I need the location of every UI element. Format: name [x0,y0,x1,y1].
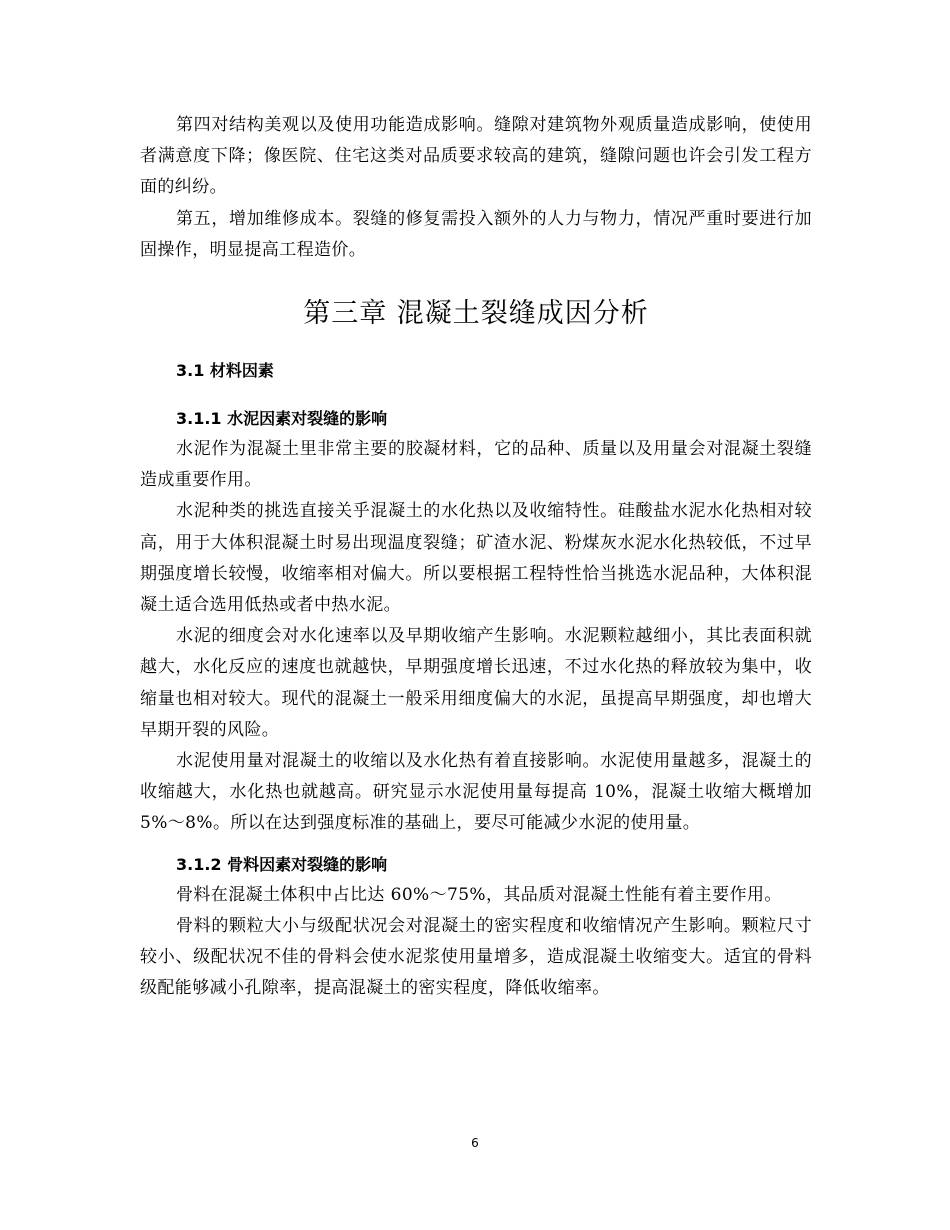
paragraph-cement-amount: 水泥使用量对混凝土的收缩以及水化热有着直接影响。水泥使用量越多，混凝土的收缩越大，水化热也就越高。研究显示水泥使用量每提高 10%，混凝土收缩大概增加 5%～8%。所以在达到强度标准的基础上，要尽可能减少水泥的使用量。 [140,751,812,834]
section-heading-3-1: 3.1 材料因素 [176,361,274,381]
paragraph-cement-type: 水泥种类的挑选直接关乎混凝土的水化热以及收缩特性。硅酸盐水泥水化热相对较高，用于大体积混凝土时易出现温度裂缝；矿渣水泥、粉煤灰水泥水化热较低，不过早期强度增长较慢，收缩率相对偏大。所以要根据工程特性恰当挑选水泥品种，大体积混凝土适合选用低热或者中热水泥。 [140,501,812,616]
paragraph-fifth-impact: 第五，增加维修成本。裂缝的修复需投入额外的人力与物力，情况严重时要进行加固操作，明显提高工程造价。 [140,208,812,260]
paragraph-aggregate-grading: 骨料的颗粒大小与级配状况会对混凝土的密实程度和收缩情况产生影响。颗粒尺寸较小、级配状况不佳的骨料会使水泥浆使用量增多，造成混凝土收缩变大。适宜的骨料级配能够减小孔隙率，提高混凝土的密实程度，降低收缩率。 [140,915,812,999]
page-number: 6 [471,1136,479,1150]
paragraph-aggregate-intro: 骨料在混凝土体积中占比达 60%～75%，其品质对混凝土性能有着主要作用。 [176,884,782,905]
paragraph-cement-fineness: 水泥的细度会对水化速率以及早期收缩产生影响。水泥颗粒越细小，其比表面积就越大，水化反应的速度也就越快，早期强度增长迅速，不过水化热的释放较为集中，收缩量也相对较大。现代的混凝土一般采用细度偏大的水泥，虽提高早期强度，却也增大早期开裂的风险。 [140,626,812,740]
chapter-title: 第三章 混凝土裂缝成因分析 [303,298,649,330]
page-body [140,110,812,1004]
section-heading-3-1-1: 3.1.1 水泥因素对裂缝的影响 [176,409,388,429]
section-heading-3-1-2: 3.1.2 骨料因素对裂缝的影响 [176,854,388,874]
paragraph-fourth-impact: 第四对结构美观以及使用功能造成影响。缝隙对建筑物外观质量造成影响，使使用者满意度下降；像医院、住宅这类对品质要求较高的建筑，缝隙问题也许会引发工程方面的纠纷。 [140,115,812,198]
paragraph-cement-intro: 水泥作为混凝土里非常主要的胶凝材料，它的品种、质量以及用量会对混凝土裂缝造成重要作用。 [140,439,812,491]
